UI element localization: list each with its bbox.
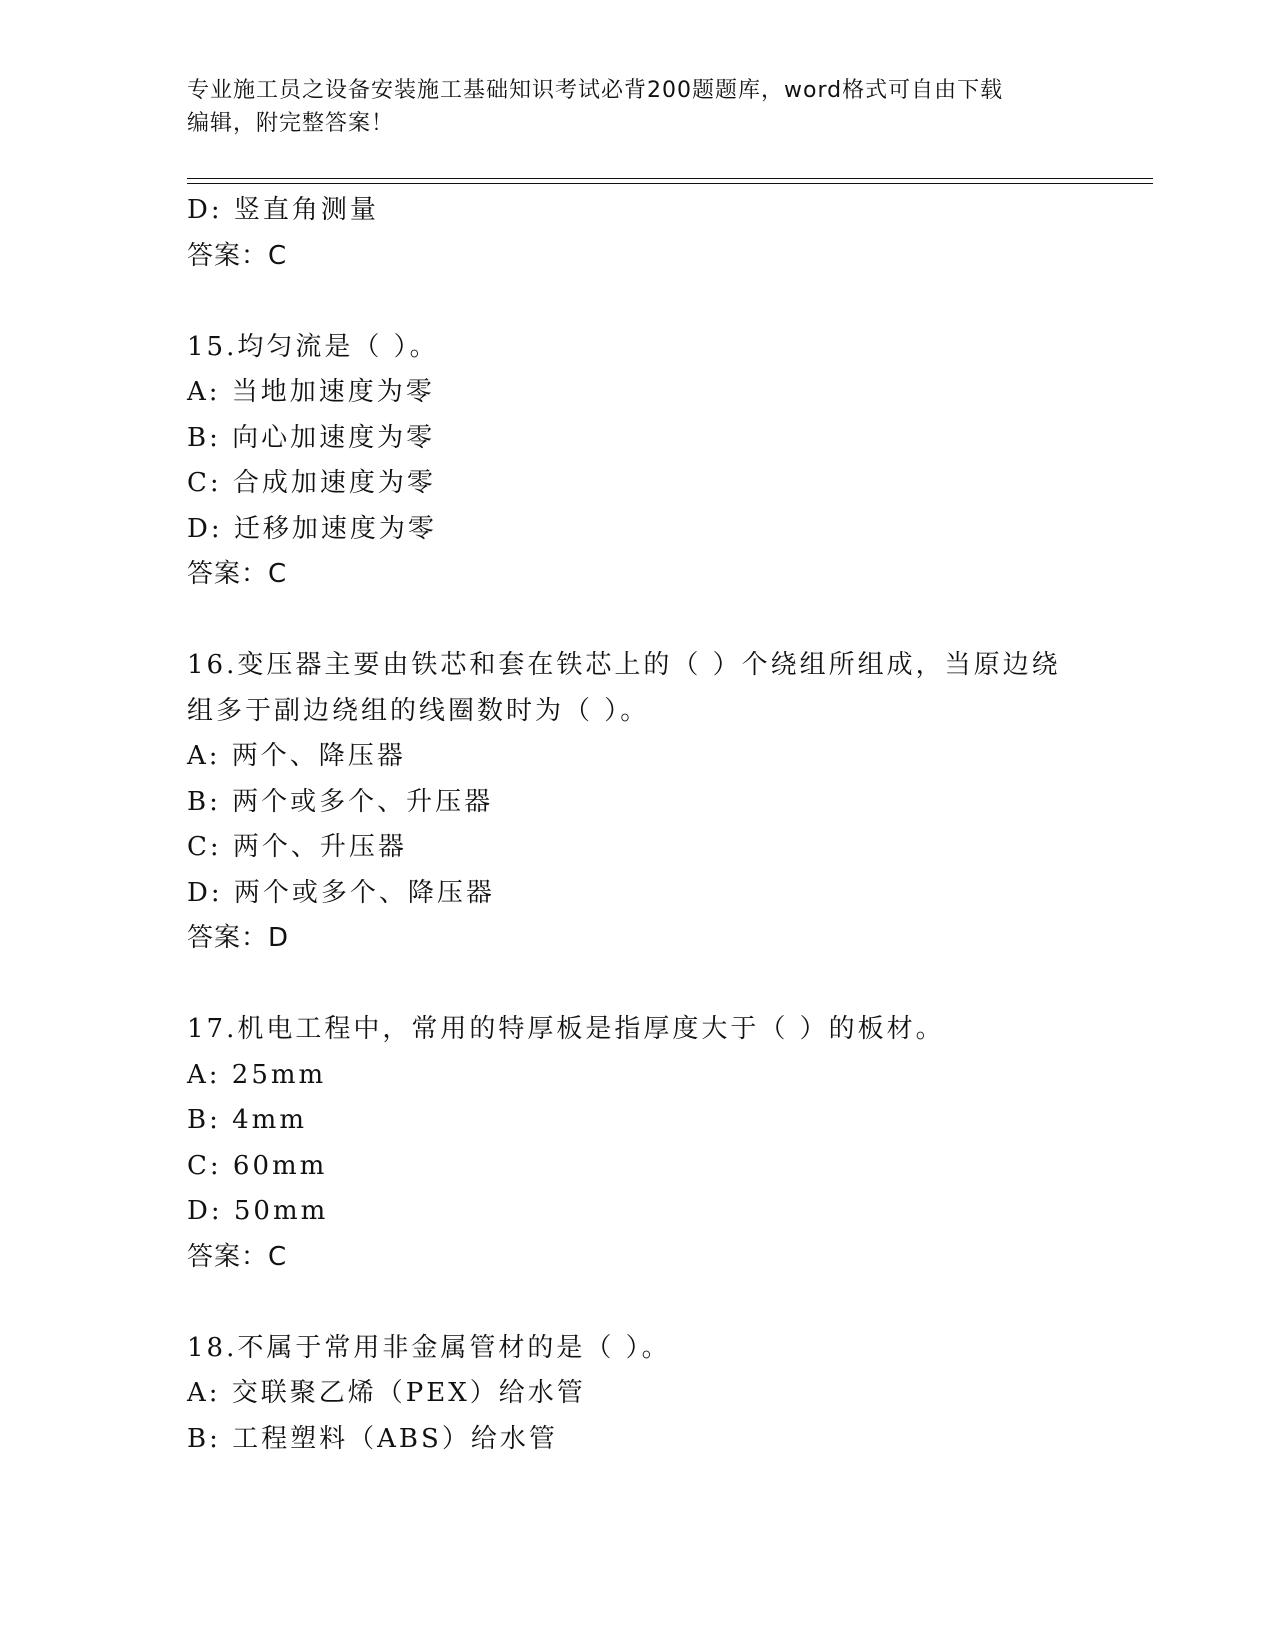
- header-divider-bottom: [187, 183, 1153, 184]
- question-18: [187, 1326, 1153, 1463]
- document-header: [187, 74, 1067, 140]
- spacer: [187, 1280, 1153, 1326]
- question-14-tail: [187, 188, 1153, 279]
- header-line-1: 专业施工员之设备安装施工基础知识考试必背200题题库，word格式可自由下载: [187, 78, 1004, 103]
- question-stem: 16.变压器主要由铁芯和套在铁芯上的（ ）个绕组所组成，当原边绕: [187, 650, 1061, 680]
- option-b: B: 4mm: [187, 1105, 307, 1135]
- option-b: B: 向心加速度为零: [187, 422, 436, 453]
- question-15: [187, 325, 1153, 598]
- question-stem: 17.机电工程中，常用的特厚板是指厚度大于（ ）的板材。: [187, 1014, 945, 1044]
- option-d: D: 50mm: [187, 1196, 329, 1226]
- option-b: B: 两个或多个、升压器: [187, 786, 494, 817]
- answer: 答案：C: [187, 559, 288, 589]
- spacer: [187, 598, 1153, 644]
- option-c: C: 两个、升压器: [187, 832, 407, 862]
- option-d: D: 竖直角测量: [187, 195, 379, 225]
- header-divider-top: [187, 178, 1153, 179]
- header-line-2: 编辑，附完整答案！: [187, 111, 395, 136]
- question-stem: 15.均匀流是（ ）。: [187, 331, 439, 362]
- option-c: C: 60mm: [187, 1150, 328, 1181]
- option-a: A: 两个、降压器: [187, 741, 406, 771]
- option-b: B: 工程塑料（ABS）给水管: [187, 1423, 558, 1454]
- option-a: A: 25mm: [187, 1059, 327, 1090]
- question-16: [187, 643, 1153, 962]
- question-stem-continued: 组多于副边绕组的线圈数时为（ ）。: [187, 695, 650, 726]
- option-a: A: 交联聚乙烯（PEX）给水管: [187, 1378, 586, 1408]
- option-d: D: 两个或多个、降压器: [187, 877, 495, 908]
- answer: 答案：C: [187, 240, 288, 271]
- spacer: [187, 962, 1153, 1008]
- question-stem: 18.不属于常用非金属管材的是（ ）。: [187, 1332, 671, 1363]
- option-a: A: 当地加速度为零: [187, 377, 435, 407]
- answer: 答案：D: [187, 923, 290, 953]
- option-c: C: 合成加速度为零: [187, 468, 436, 498]
- spacer: [187, 279, 1153, 325]
- option-d: D: 迁移加速度为零: [187, 513, 437, 544]
- question-17: [187, 1007, 1153, 1280]
- answer: 答案：C: [187, 1241, 288, 1272]
- question-list: [187, 188, 1153, 1462]
